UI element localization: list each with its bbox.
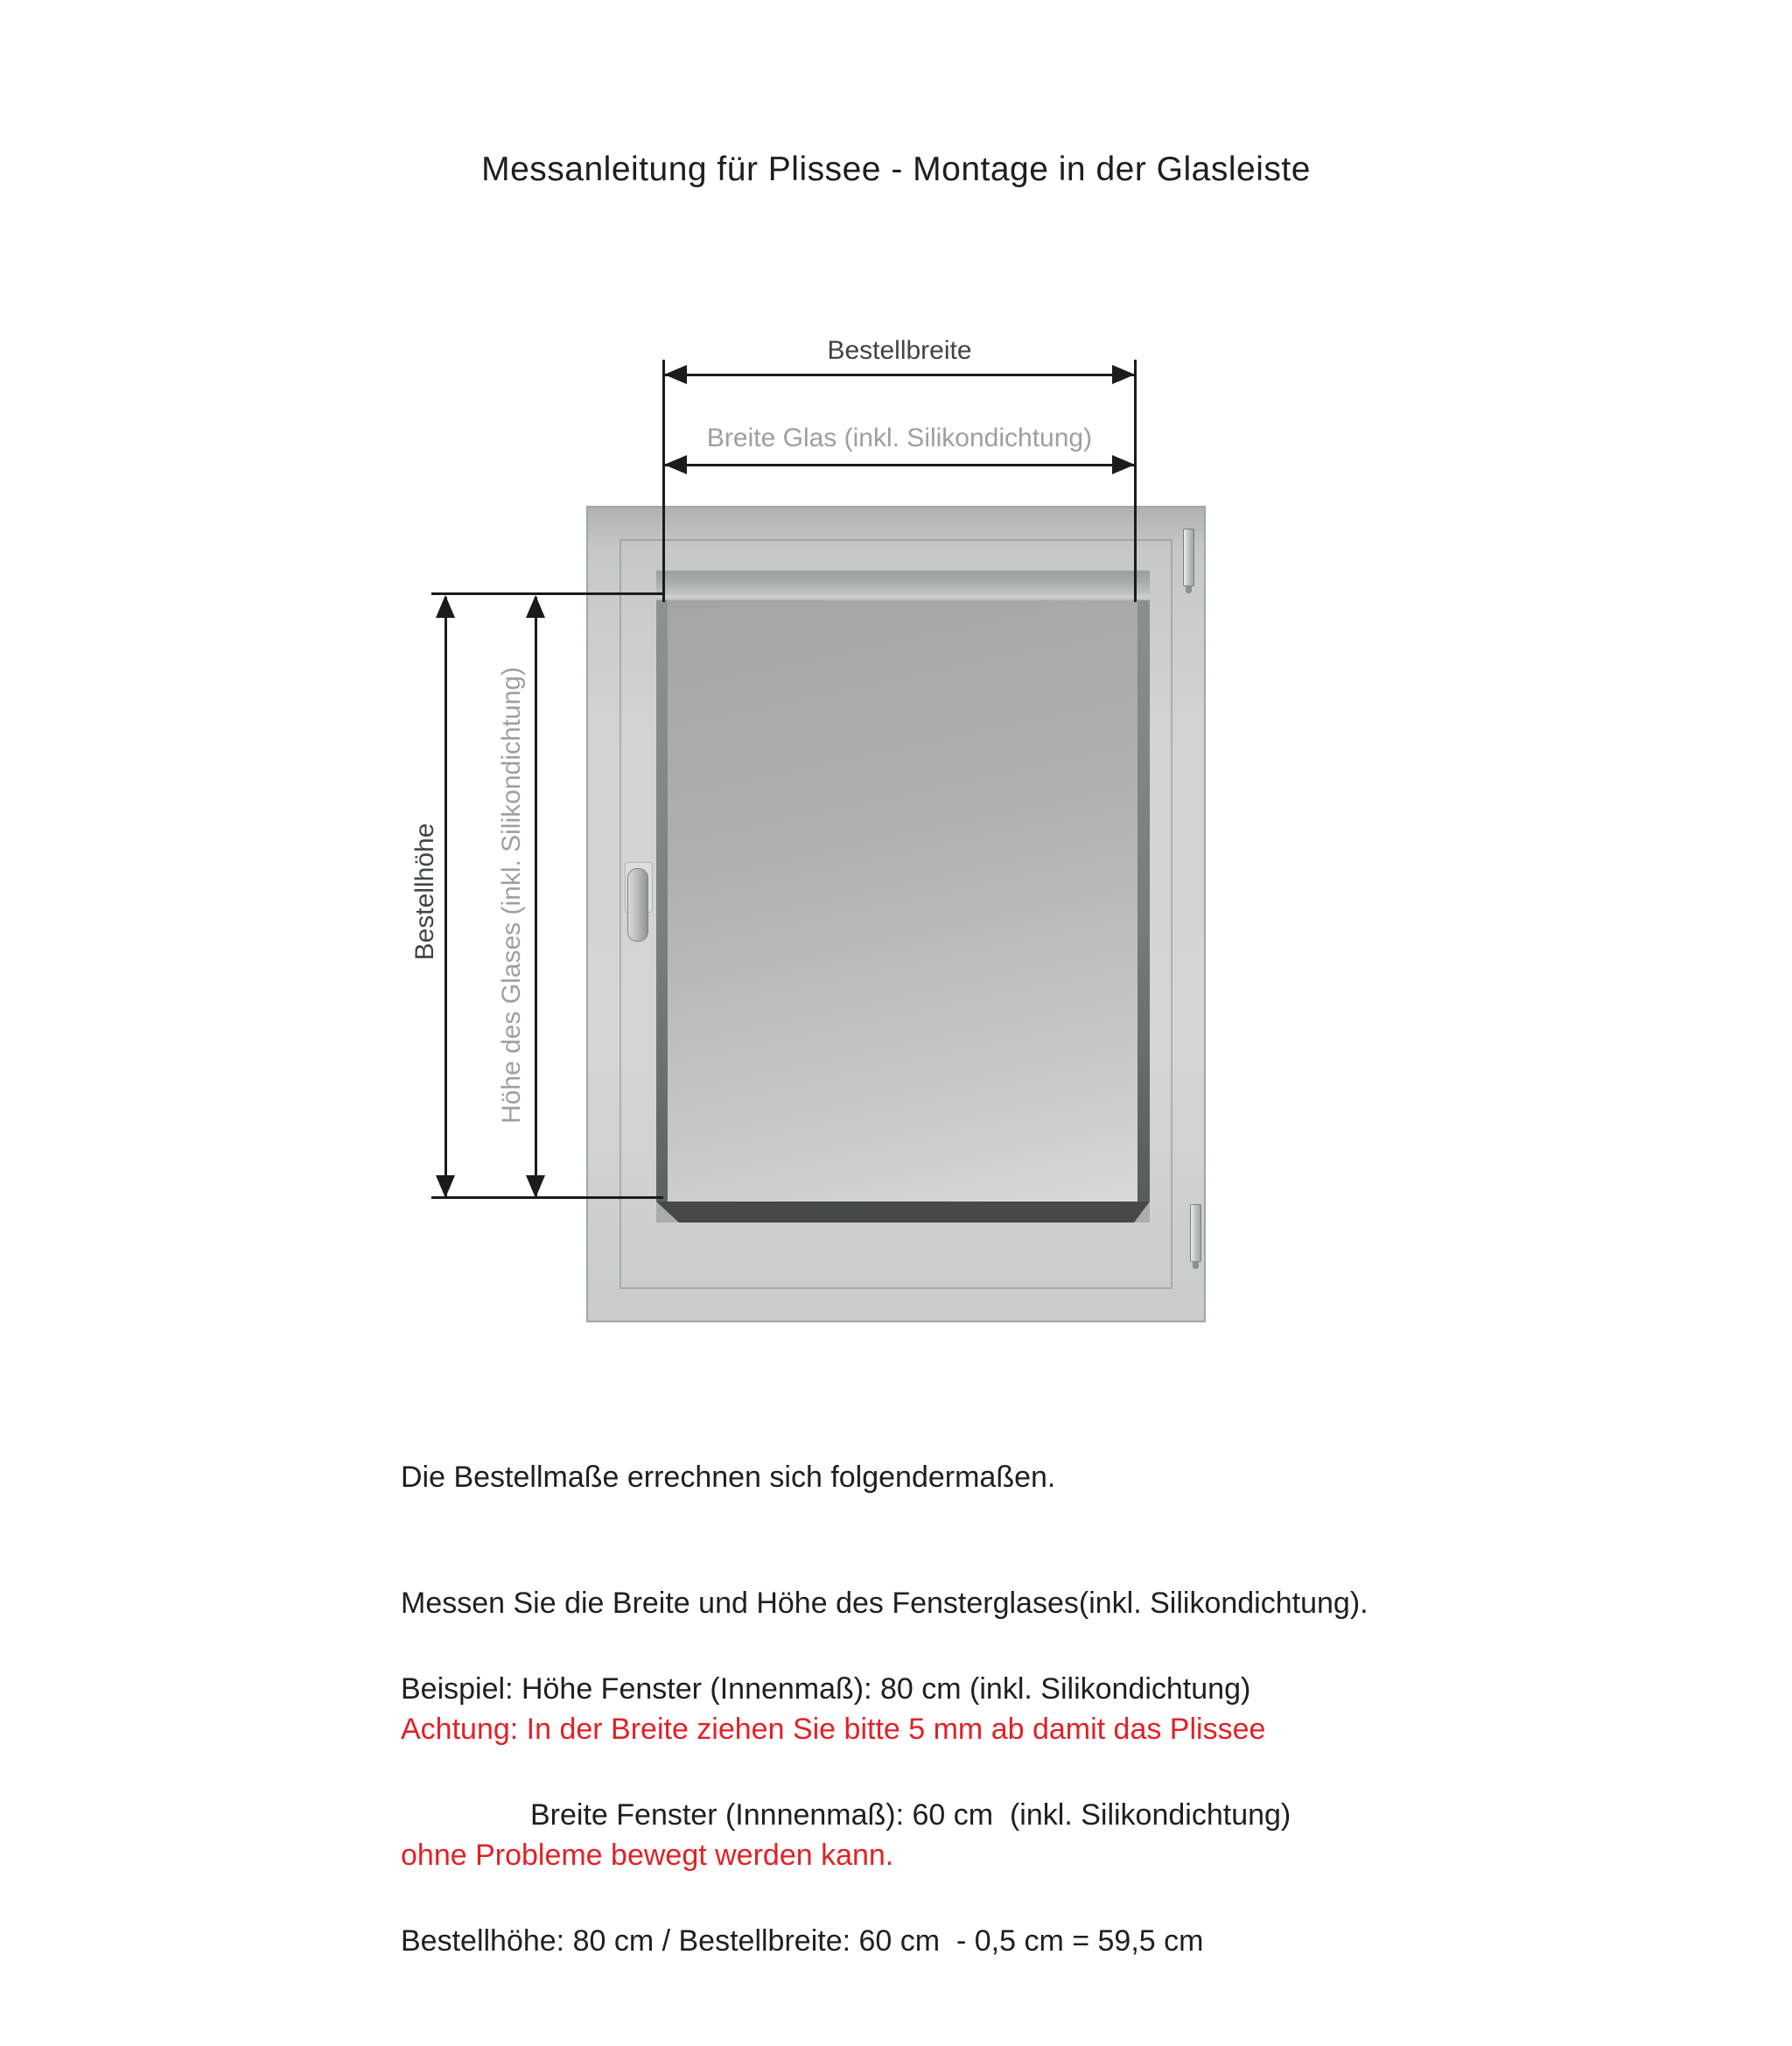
width-extension-line-left [662, 360, 665, 602]
order-width-arrowhead-left-icon [664, 365, 687, 384]
glazing-bead-bottom [656, 1202, 1150, 1223]
instruction-line: Messen Sie die Breite und Höhe des Fensterglases(inkl. Silikondichtung). [401, 1587, 1368, 1620]
example-line: Bestellhöhe: 80 cm / Bestellbreite: 60 cm - 0,5 cm = 59,5 cm [401, 1924, 1204, 1958]
page-title: Messanleitung für Plissee - Montage in der Glasleiste [481, 151, 1311, 188]
window-sash [656, 571, 1150, 1223]
order-height-arrowhead-bottom-icon [436, 1175, 455, 1198]
order-height-arrow-line [444, 597, 447, 1198]
width-extension-line-right [1134, 360, 1137, 602]
window-glass-pane [668, 600, 1138, 1202]
order-width-arrowhead-right-icon [1112, 365, 1135, 384]
warning-line: ohne Probleme bewegt werden kann. [401, 1839, 894, 1872]
height-tick-line-top [431, 592, 663, 595]
glass-width-label: Breite Glas (inkl. Silikondichtung) [706, 424, 1093, 452]
glass-height-label: Höhe des Glases (inkl. Silikondichtung) [497, 667, 526, 1124]
order-height-label: Bestellhöhe [410, 823, 439, 961]
glass-height-arrowhead-top-icon [526, 595, 545, 618]
warning-line: Achtung: In der Breite ziehen Sie bitte 5 mm ab damit das Plissee [401, 1713, 1266, 1746]
height-tick-line-bottom [431, 1196, 663, 1199]
window-hinge-top [1183, 529, 1194, 586]
glazing-bead-top [656, 571, 1150, 600]
example-line: Breite Fenster (Innnenmaß): 60 cm (inkl. Silikondichtung) [530, 1798, 1292, 1832]
window-hinge-bottom [1190, 1204, 1201, 1262]
window-handle-lever [627, 868, 648, 942]
window-frame [586, 506, 1206, 1322]
order-width-arrow-line [665, 374, 1134, 376]
order-width-label: Bestellbreite [827, 336, 972, 365]
glass-width-arrow-line [665, 464, 1134, 466]
example-line: Beispiel: Höhe Fenster (Innenmaß): 80 cm (inkl. Silikondichtung) [401, 1672, 1251, 1706]
instruction-line: Die Bestellmaße errechnen sich folgendermaßen. [401, 1461, 1056, 1494]
glass-height-arrowhead-bottom-icon [526, 1175, 545, 1198]
glazing-bead-right [1138, 600, 1150, 1202]
glass-width-arrowhead-right-icon [1112, 455, 1135, 474]
calculation-example [401, 1584, 1291, 2046]
glass-width-arrowhead-left-icon [664, 455, 687, 474]
order-height-arrowhead-top-icon [436, 595, 455, 618]
glazing-bead-left [656, 600, 668, 1202]
glass-height-arrow-line [535, 597, 537, 1198]
